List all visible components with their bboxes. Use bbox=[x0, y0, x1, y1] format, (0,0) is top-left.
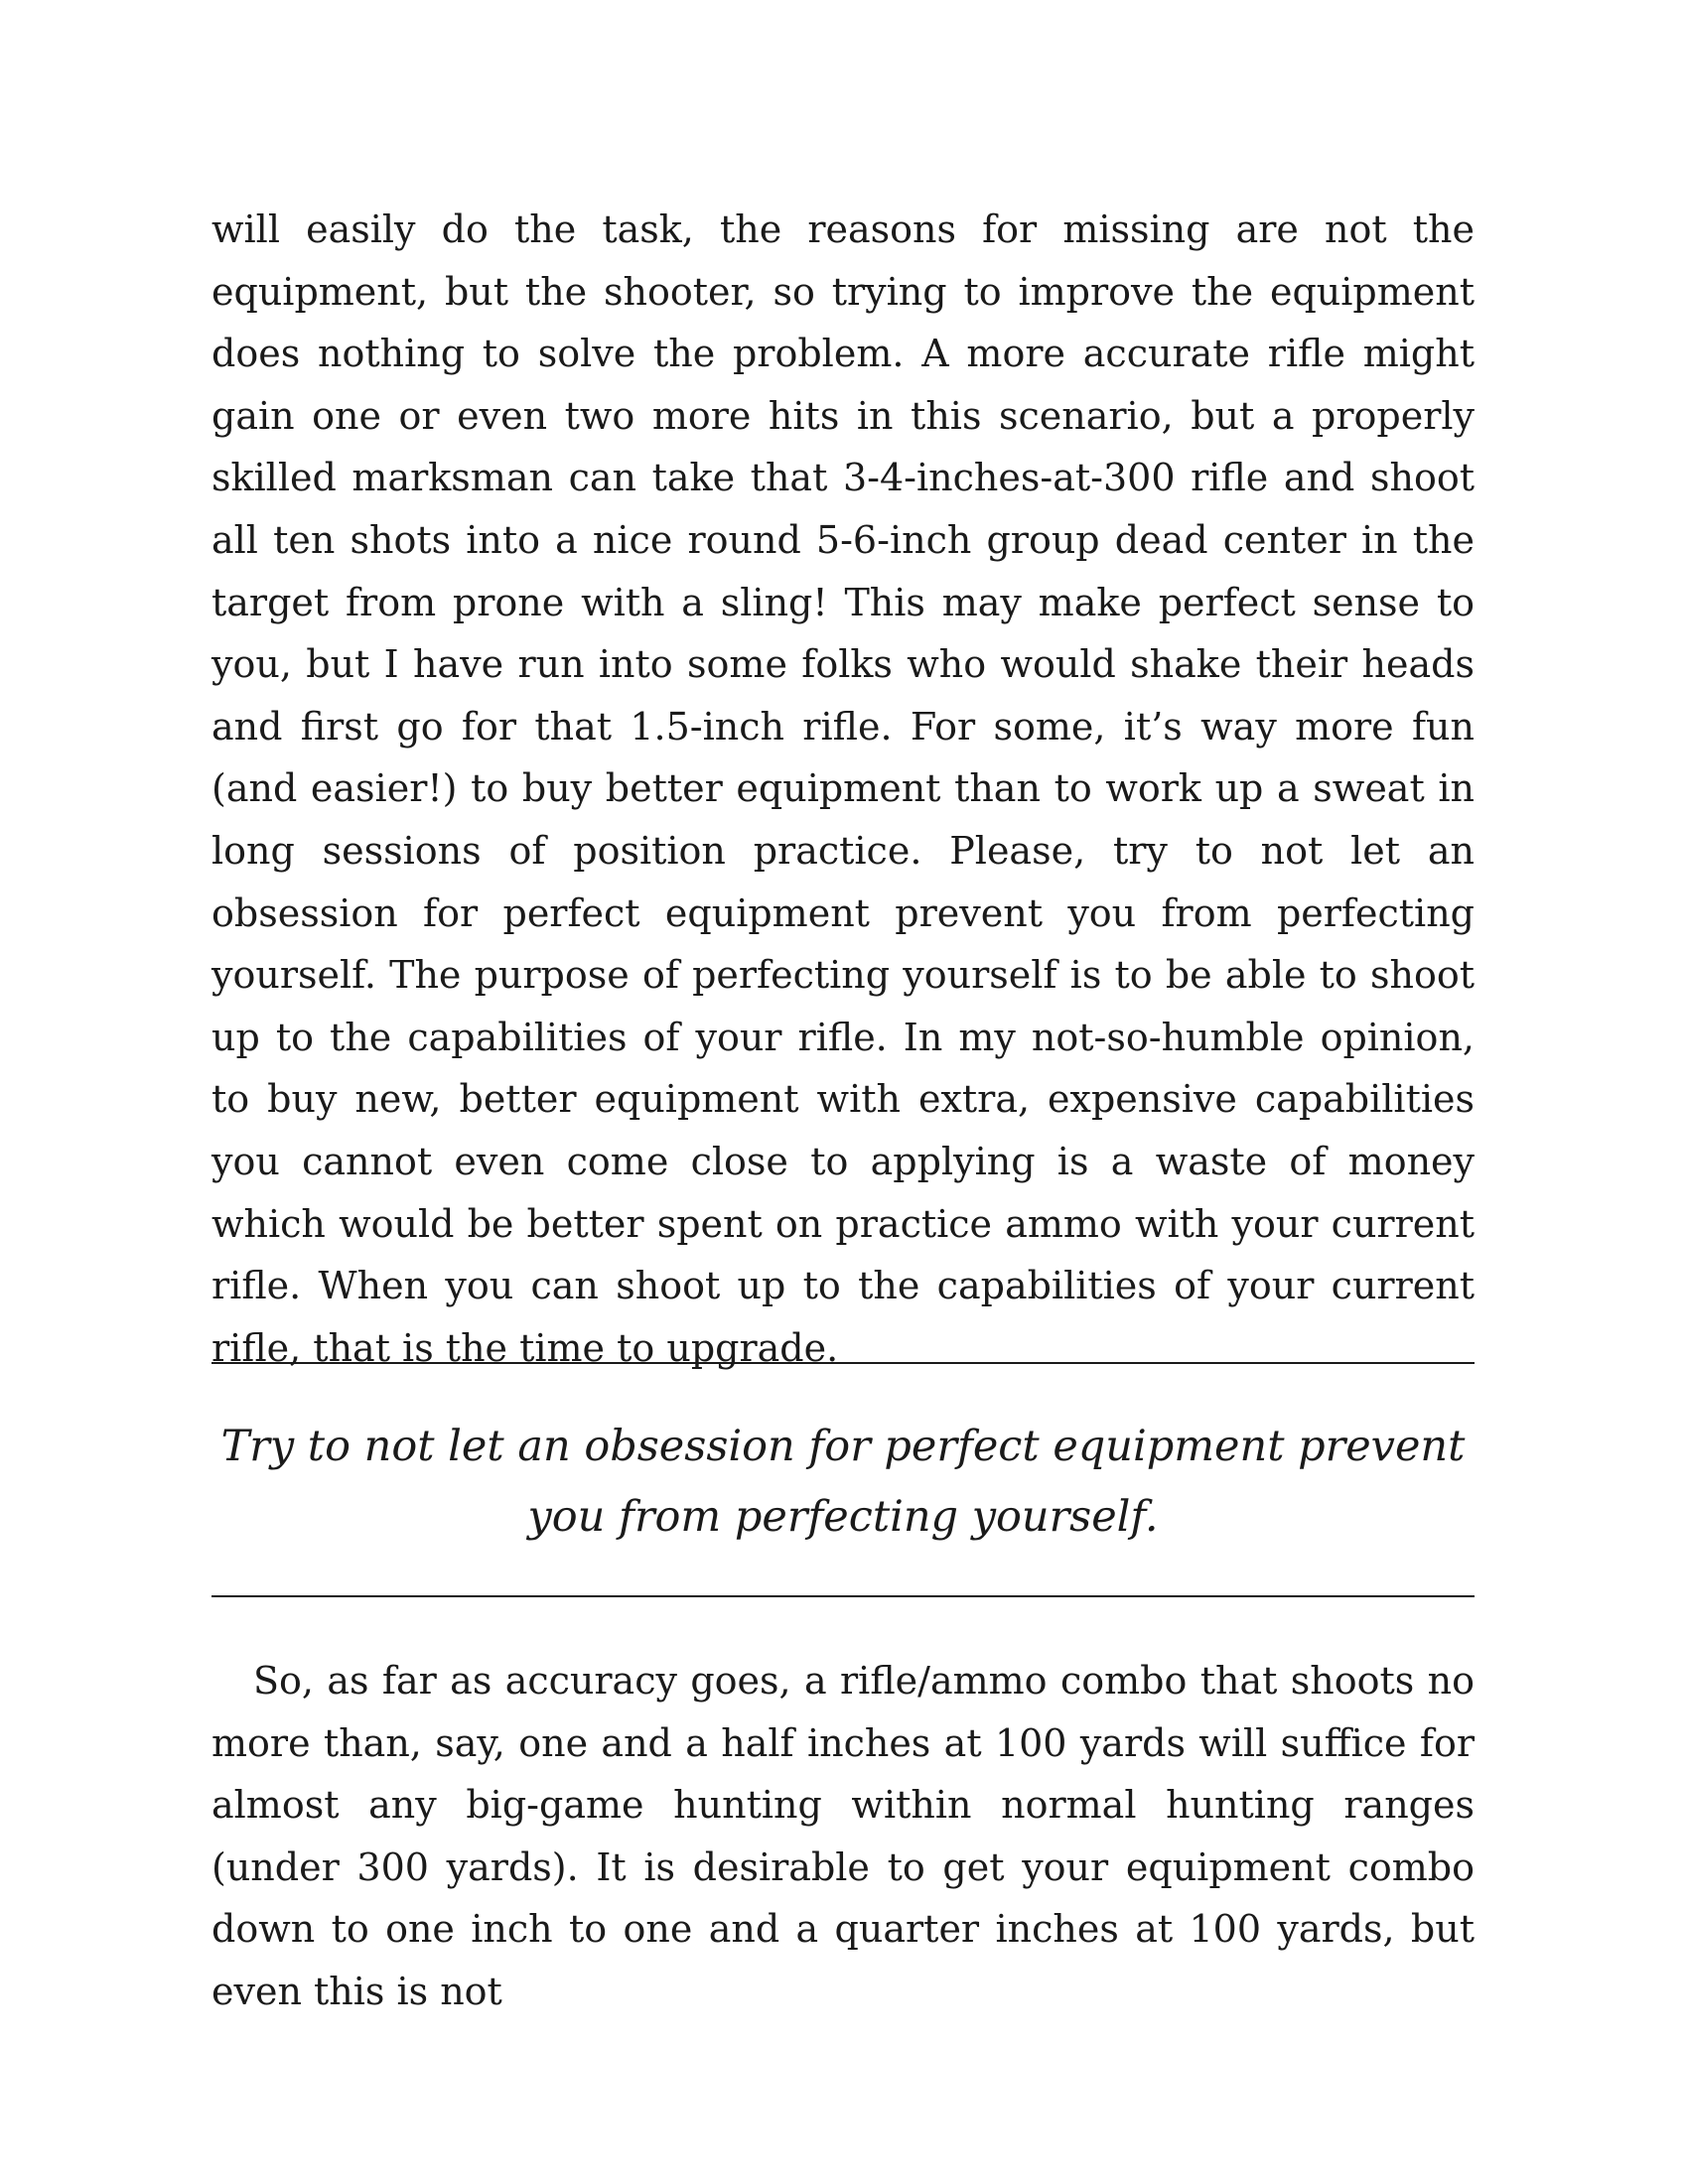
body-paragraph-top: will easily do the task, the reasons for missing are not the equipment, but the shooter, so trying to improve the equipment does nothing to solve the problem. A more accurate rifle might gain one or even two more hits in this scenario, but a properly skilled marksman can take that 3-4-inches-at-300 rifle and shoot all ten shots into a nice round 5-6-inch group dead center in the target from prone with a sling! This may make perfect sense to you, but I have run into some folks who would shake their heads and first go for that 1.5-inch rifle. For some, it’s way more fun (and easier!) to buy better equipment than to work up a sweat in long sessions of position practice. Please, try to not let an obsession for perfect equipment prevent you from perfecting yourself. The purpose of perfecting yourself is to be able to shoot up to the capabilities of your rifle. In my not-so-humble opinion, to buy new, better equipment with extra, expensive capabilities you cannot even come close to applying is a waste of money which would be better spent on practice ammo with your current rifle. When you can shoot up to the capabilities of your current rifle, that is the time to upgrade. bbox=[211, 207, 1475, 1370]
pull-quote-line-1: Try to not let an obsession for perfect equipment prevent bbox=[220, 1422, 1466, 1471]
pull-quote-top-rule bbox=[211, 1362, 1475, 1364]
pull-quote-line-2: you from perfecting yourself. bbox=[527, 1492, 1159, 1542]
pull-quote-bottom-rule bbox=[211, 1595, 1475, 1597]
pull-quote bbox=[211, 1412, 1475, 1553]
body-paragraph-bottom: So, as far as accuracy goes, a rifle/ammo combo that shoots no more than, say, one and a half inches at 100 yards will suffice for almost any big-game hunting within normal hunting ranges (under 300 yards). It is desirable to get your equipment combo down to one inch to one and a quarter inches at 100 yards, but even this is not bbox=[211, 1659, 1475, 2013]
